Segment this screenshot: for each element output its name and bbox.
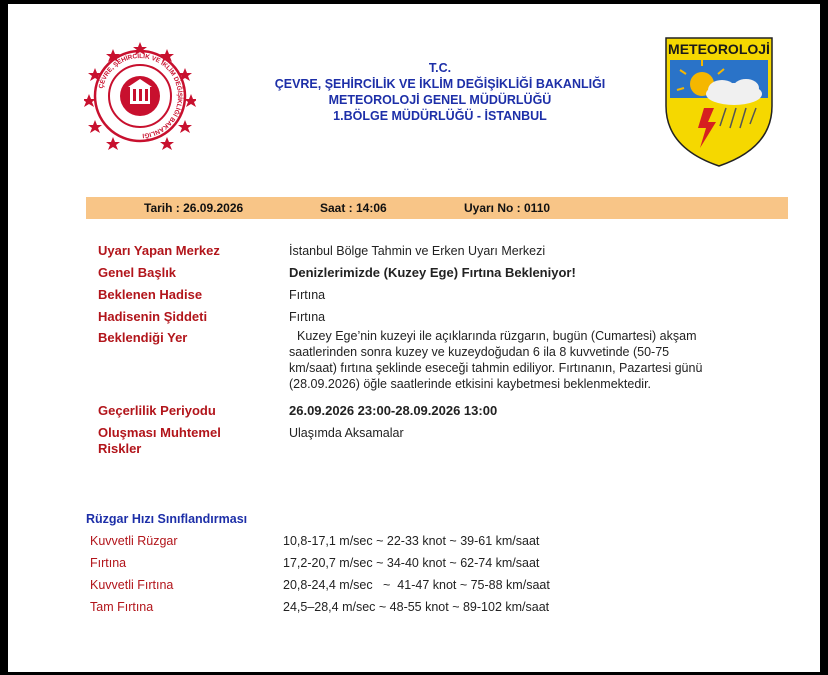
info-bar (86, 197, 788, 219)
wind-class-range: 17,2-20,7 m/sec ~ 34-40 knot ~ 62-74 km/saat (283, 556, 540, 570)
event-label: Beklenen Hadise (98, 287, 203, 302)
svg-text:METEOROLOJİ: METEOROLOJİ (668, 41, 770, 57)
header-line-directorate: METEOROLOJİ GENEL MÜDÜRLÜĞÜ (328, 93, 552, 107)
validity-label: Geçerlilik Periyodu (98, 403, 216, 418)
wind-class-name: Fırtına (90, 556, 127, 570)
wind-class-name: Kuvvetli Rüzgar (90, 534, 178, 548)
ministry-seal-icon (84, 40, 196, 152)
center-value: İstanbul Bölge Tahmin ve Erken Uyarı Merkezi (289, 244, 546, 258)
severity-label: Hadisenin Şiddeti (98, 309, 208, 324)
warning-number: Uyarı No : 0110 (464, 201, 551, 215)
wind-class-range: 24,5–28,4 m/sec ~ 48-55 knot ~ 89-102 km/saat (283, 600, 550, 614)
risk-value: Ulaşımda Aksamalar (289, 426, 404, 440)
center-label: Uyarı Yapan Merkez (98, 243, 220, 258)
validity-value: 26.09.2026 23:00-28.09.2026 13:00 (289, 403, 498, 418)
wind-class-range: 10,8-17,1 m/sec ~ 22-33 knot ~ 39-61 km/saat (283, 534, 540, 548)
title-value: Denizlerimizde (Kuzey Ege) Fırtına Bekleniyor! (289, 265, 576, 280)
svg-text:ÇEVRE, ŞEHİRCİLİK VE İKLİM DEĞ: ÇEVRE, ŞEHİRCİLİK VE İKLİM DEĞİŞİKLİĞİ BAKANLIĞI (97, 52, 184, 139)
header-line-ministry: ÇEVRE, ŞEHİRCİLİK VE İKLİM DEĞİŞİKLİĞİ BAKANLIĞI (274, 77, 606, 91)
meteoroloji-logo-icon (664, 36, 774, 168)
title-label: Genel Başlık (98, 265, 177, 280)
wind-scale-title: Rüzgar Hızı Sınıflandırması (86, 512, 248, 526)
wind-class-range: 20,8-24,4 m/sec ~ 41-47 knot ~ 75-88 km/saat (283, 578, 550, 592)
event-value: Fırtına (289, 288, 326, 302)
risk-label-line1: Oluşması Muhtemel (98, 425, 221, 440)
place-description: Kuzey Ege’nin kuzeyi ile açıklarında rüzgarın, bugün (Cumartesi) akşam saatlerinden sonra kuzey ve kuzeydoğudan 6 ila 8 kuvvetinde (50-75 km/saat) fırtına şeklinde eseceği tahmin ediliyor. Fırtınanın, Pazartesi günü (28.09.2026) öğle saatlerinde etkisini kaybetmesi beklenmektedir. (289, 329, 703, 391)
wind-class-name: Tam Fırtına (90, 600, 154, 614)
warning-time: Saat : 14:06 (320, 201, 387, 215)
place-label: Beklendiği Yer (98, 330, 188, 345)
warning-date: Tarih : 26.09.2026 (144, 201, 244, 215)
header-line-tc: T.C. (428, 61, 452, 75)
wind-class-name: Kuvvetli Fırtına (90, 578, 174, 592)
risk-label-line2: Riskler (98, 441, 142, 456)
header-line-region: 1.BÖLGE MÜDÜRLÜĞÜ - İSTANBUL (333, 109, 547, 123)
severity-value: Fırtına (289, 310, 326, 324)
